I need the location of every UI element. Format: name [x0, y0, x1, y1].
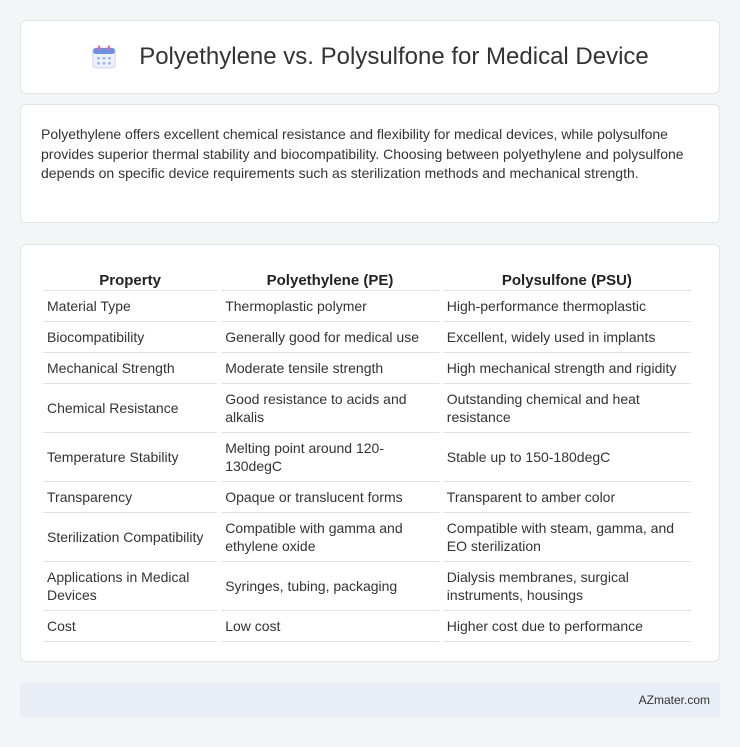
pe-cell: Moderate tensile strength — [221, 353, 439, 384]
table-row — [43, 562, 691, 611]
footer-brand: AZmater.com — [638, 693, 710, 707]
property-cell: Transparency — [43, 482, 217, 513]
pe-cell: Thermoplastic polymer — [221, 291, 439, 322]
psu-cell: Stable up to 150-180degC — [443, 433, 691, 482]
pe-cell: Compatible with gamma and ethylene oxide — [221, 513, 439, 562]
header-polyethylene: Polyethylene (PE) — [221, 265, 439, 291]
property-cell: Cost — [43, 611, 217, 642]
table-row — [43, 482, 691, 513]
header-polysulfone: Polysulfone (PSU) — [443, 265, 691, 291]
comparison-table — [39, 265, 695, 642]
table-row — [43, 611, 691, 642]
property-cell: Material Type — [43, 291, 217, 322]
pe-cell: Melting point around 120-130degC — [221, 433, 439, 482]
pe-cell: Syringes, tubing, packaging — [221, 562, 439, 611]
table-row — [43, 322, 691, 353]
title-card — [20, 20, 720, 94]
table-row — [43, 384, 691, 433]
property-cell: Mechanical Strength — [43, 353, 217, 384]
table-card — [20, 244, 720, 662]
pe-cell: Good resistance to acids and alkalis — [221, 384, 439, 433]
table-row — [43, 353, 691, 384]
property-cell: Biocompatibility — [43, 322, 217, 353]
table-row — [43, 513, 691, 562]
psu-cell: Transparent to amber color — [443, 482, 691, 513]
psu-cell: Excellent, widely used in implants — [443, 322, 691, 353]
pe-cell: Generally good for medical use — [221, 322, 439, 353]
header-property: Property — [43, 265, 217, 291]
page-title: Polyethylene vs. Polysulfone for Medical Device — [139, 43, 649, 70]
footer-bar — [20, 683, 720, 717]
psu-cell: Higher cost due to performance — [443, 611, 691, 642]
psu-cell: High-performance thermoplastic — [443, 291, 691, 322]
calendar-icon — [91, 44, 117, 70]
psu-cell: Outstanding chemical and heat resistance — [443, 384, 691, 433]
property-cell: Sterilization Compatibility — [43, 513, 217, 562]
table-header-row — [43, 265, 691, 291]
pe-cell: Low cost — [221, 611, 439, 642]
intro-card — [20, 104, 720, 223]
property-cell: Chemical Resistance — [43, 384, 217, 433]
table-row — [43, 291, 691, 322]
pe-cell: Opaque or translucent forms — [221, 482, 439, 513]
psu-cell: Compatible with steam, gamma, and EO sterilization — [443, 513, 691, 562]
table-row — [43, 433, 691, 482]
psu-cell: Dialysis membranes, surgical instruments, housings — [443, 562, 691, 611]
property-cell: Applications in Medical Devices — [43, 562, 217, 611]
intro-text: Polyethylene offers excellent chemical resistance and flexibility for medical devices, while polysulfone provides superior thermal stability and biocompatibility. Choosing between polyethylene and polysulfone depends on specific device requirements such as sterilization methods and mechanical strength. — [41, 126, 684, 181]
property-cell: Temperature Stability — [43, 433, 217, 482]
psu-cell: High mechanical strength and rigidity — [443, 353, 691, 384]
